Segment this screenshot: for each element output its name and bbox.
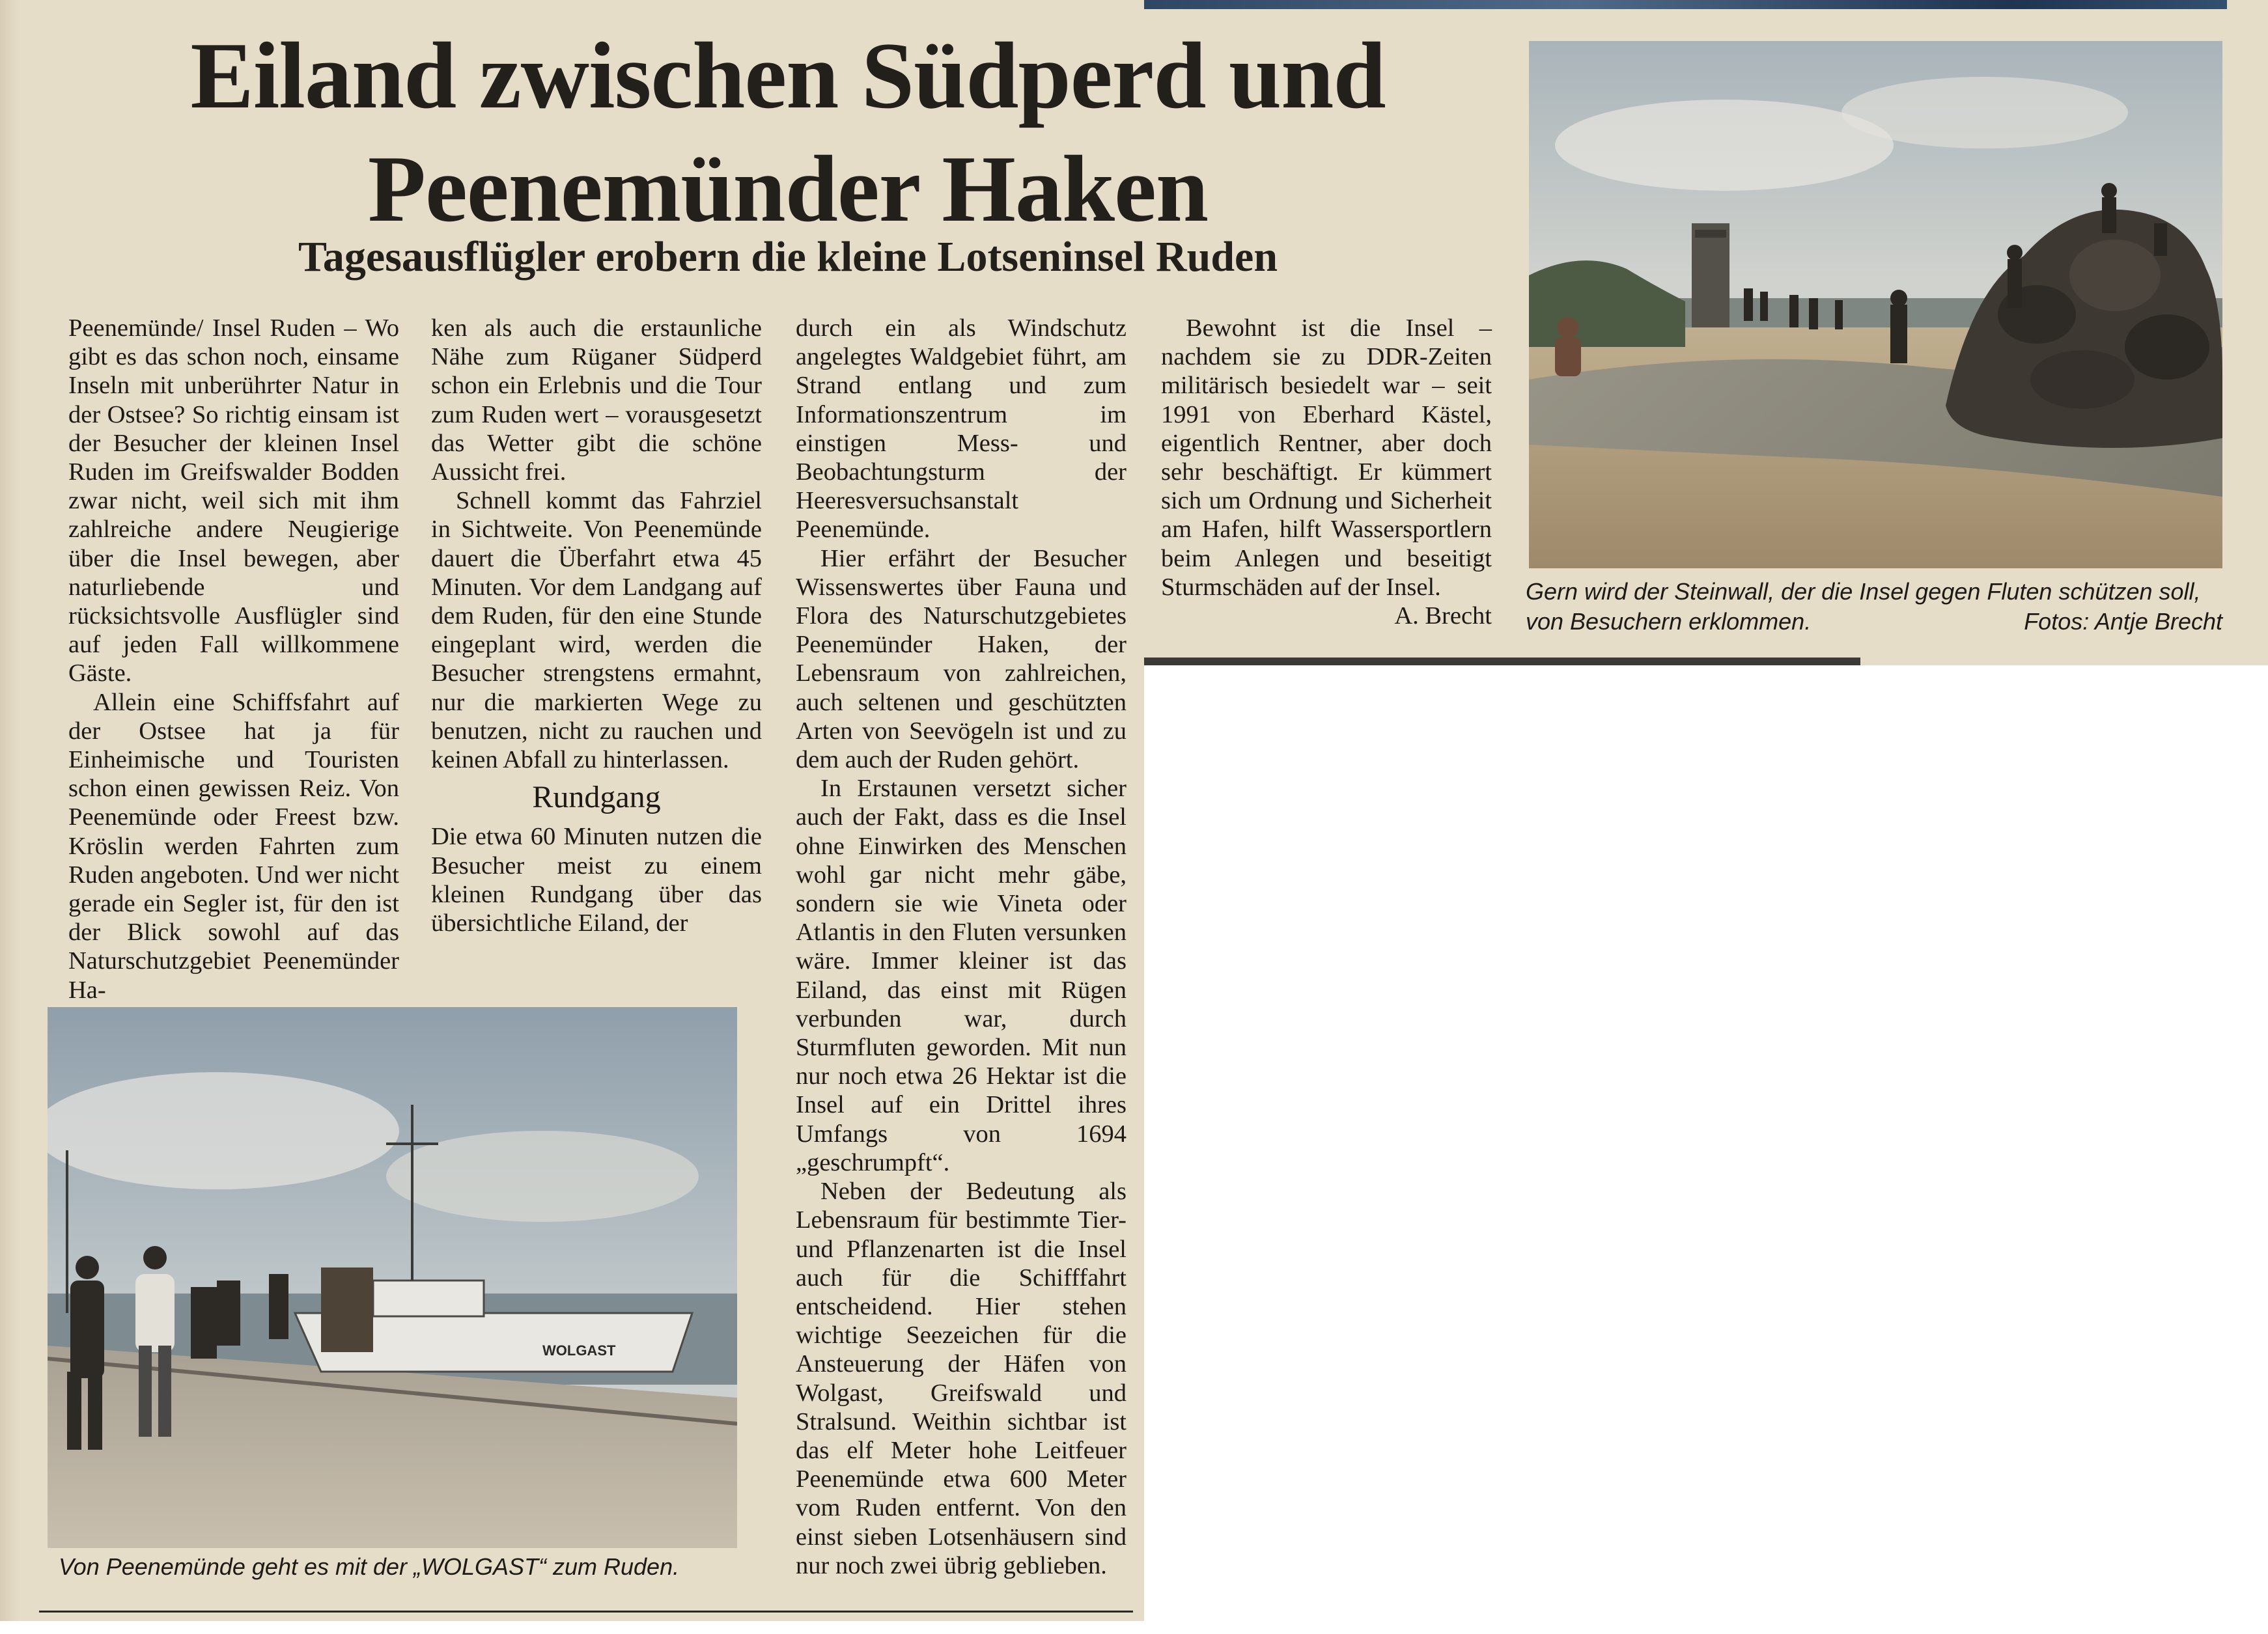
paragraph: Peenemünde/ Insel Ruden – Wo gibt es das schon noch, einsame Inseln mit unberührter Natur in der Ostsee? So richtig einsam ist der Besucher der kleinen Insel Ruden im Greifswalder Bodden zwar nicht, weil sich mit ihm zahlreiche andere Neugierige über die Insel bewegen, aber naturliebende und rücksichtsvolle Ausflügler sind auf jeden Fall willkommene Gäste. <box>68 314 399 687</box>
paragraph: Hier erfährt der Besucher Wissenswertes über Fauna und Flora des Naturschutzgebietes Peenemünder Haken, der Lebensraum von zahlreichen, auch seltenen und geschützten Arten von Seevögeln ist und zu dem auch der Ruden gehört. <box>796 544 1127 774</box>
photo-caption-bottom: Von Peenemünde geht es mit der „WOLGAST“ zum Ruden. <box>59 1553 680 1580</box>
section-subheading: Rundgang <box>532 780 661 815</box>
paragraph: Neben der Bedeutung als Lebensraum für bestimmte Tier- und Pflanzenarten ist die Insel auch für die Schifffahrt entscheidend. Hier stehen wichtige Seezeichen für die Ansteuerung der Häfen von Wolgast, Greifswald und Stralsund. Weithin sichtbar ist das elf Meter hohe Leitfeuer Peenemünde etwa 600 Meter vom Ruden entfernt. Von den einst sieben Lotsenhäusern sind nur noch zwei übrig geblieben. <box>796 1178 1127 1579</box>
article-column-4 <box>1161 314 1492 630</box>
headline-line-1: Eiland zwischen Südperd und <box>190 23 1386 128</box>
paragraph: Schnell kommt das Fahrziel in Sichtweite. Von Peenemünde dauert die Überfahrt etwa 45 Minuten. Vor dem Landgang auf dem Ruden, für den eine Stunde eingeplant wird, werden die Besucher strengstens ermahnt, nur die markierten Wege zu benutzen, nicht zu rauchen und keinen Abfall zu hinterlassen. <box>431 487 762 774</box>
paragraph: Die etwa 60 Minuten nutzen die Besucher meist zu einem kleinen Rundgang über das übersichtliche Eiland, der <box>431 823 762 937</box>
ship-name-label: WOLGAST <box>542 1342 616 1359</box>
photo-credit: Fotos: Antje Brecht <box>2024 608 2222 635</box>
paragraph: Bewohnt ist die Insel – nachdem sie zu DDR-Zeiten militärisch besiedelt war – seit 1991 von Eberhard Kästel, eigentlich Rentner, aber doch sehr beschäftigt. Er kümmert sich um Ordnung und Sicherheit am Hafen, hilft Wassersportlern beim Anlegen und beseitigt Sturmschäden auf der Insel. <box>1161 314 1492 601</box>
article-column-3 <box>796 314 1127 1580</box>
headline <box>72 20 1504 245</box>
article-column-2 <box>431 314 762 937</box>
subheadline: Tagesausflügler erobern die kleine Lotseninsel Ruden <box>298 233 1278 281</box>
photo-stone-wall <box>1529 41 2222 568</box>
paragraph: durch ein als Windschutz angelegtes Waldgebiet führt, am Strand entlang und zum Informationszentrum im einstigen Mess- und Beobachtungsturm der Heeresversuchsanstalt Peenemünde. <box>796 314 1127 544</box>
paragraph: In Erstaunen versetzt sicher auch der Fakt, dass es die Insel ohne Einwirken des Menschen wohl gar nicht mehr gäbe, sondern sie wie Vineta oder Atlantis in den Fluten versunken wäre. Immer kleiner ist das Eiland, das einst mit Rügen verbunden war, durch Sturmfluten geworden. Mit nun nur noch etwa 26 Hektar ist die Insel auf ein Drittel ihres Umfangs von 1694 „geschrumpft“. <box>796 775 1127 1176</box>
photo-caption-top <box>1526 577 2222 637</box>
headline-line-2: Peenemünder Haken <box>367 135 1209 242</box>
paragraph: ken als auch die erstaunliche Nähe zum Rüganer Südperd schon ein Erlebnis und die Tour zum Ruden wert – vorausgesetzt das Wetter gibt die schöne Aussicht frei. <box>431 314 762 486</box>
clipping-shadow-edge <box>1144 658 1860 665</box>
scan-strip <box>1144 0 2227 9</box>
byline <box>1161 602 1492 630</box>
author-name: A. Brecht <box>1394 602 1492 630</box>
clipping-edge <box>0 0 20 1621</box>
article-column-1 <box>68 314 399 1004</box>
photo-ship-wolgast <box>48 1007 737 1548</box>
caption-text: Gern wird der Steinwall, der die Insel gegen Fluten schützen soll, von Besuchern erklommen. <box>1526 578 2201 635</box>
bottom-rule <box>39 1611 1133 1613</box>
paragraph: Allein eine Schiffsfahrt auf der Ostsee hat ja für Einheimische und Touristen schon einen gewissen Reiz. Von Peenemünde oder Freest bzw. Kröslin werden Fahrten zum Ruden angeboten. Und wer nicht gerade ein Segler ist, für den ist der Blick sowohl auf das Naturschutzgebiet Peenemünder Ha- <box>68 688 399 1004</box>
